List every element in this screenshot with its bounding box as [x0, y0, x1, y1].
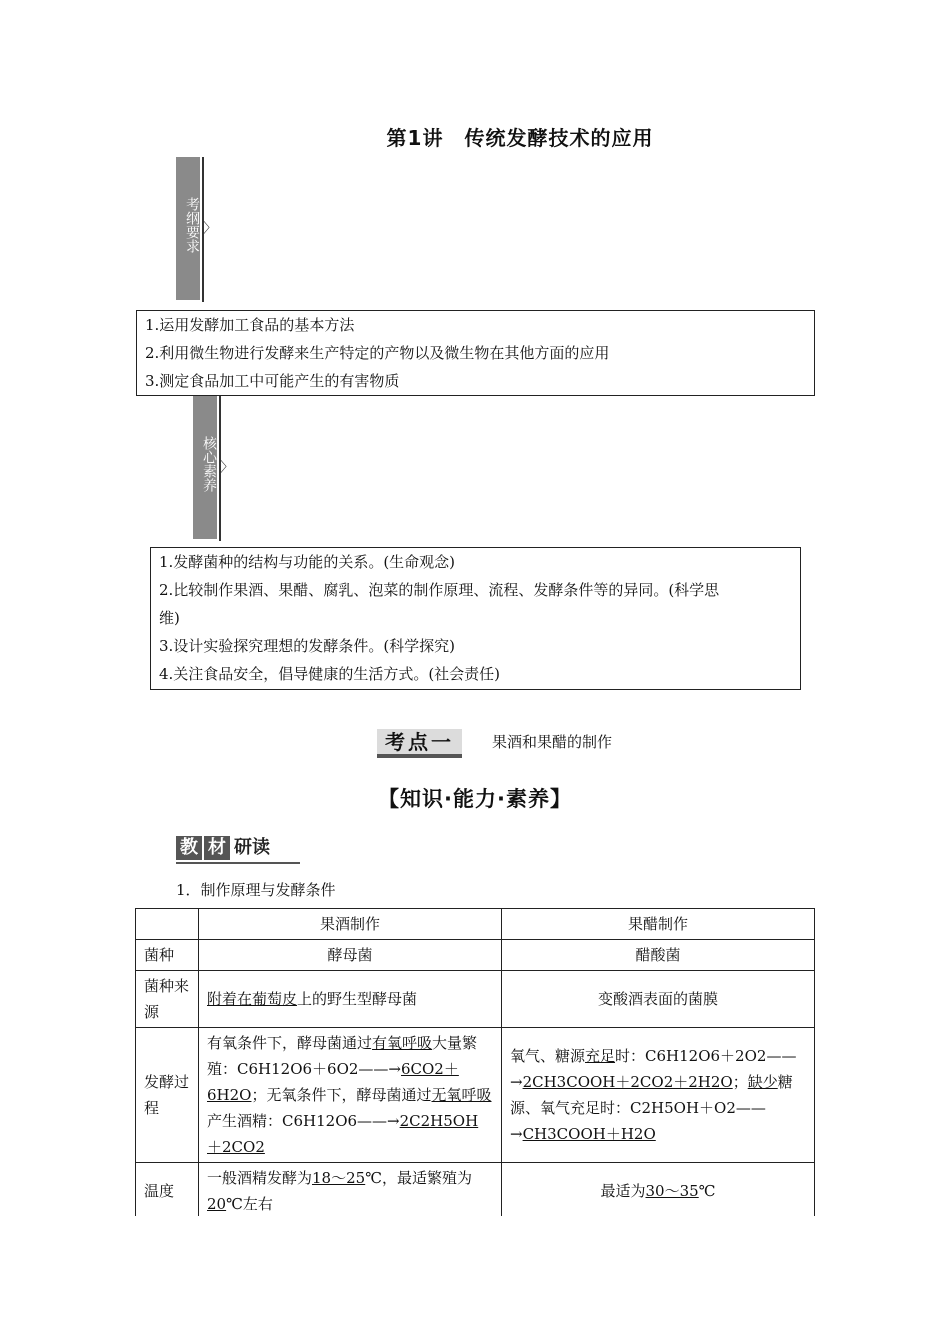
kaogang-box — [136, 310, 815, 396]
wine-process-product-1: 6CO2＋6H2O — [207, 1060, 459, 1104]
hexin-item-3: 3.设计实验探究理想的发酵条件。(科学探究) — [159, 637, 456, 655]
kaogang-tab-label: 考纲要求 — [184, 197, 200, 253]
table-header-row — [136, 909, 815, 940]
cell-wine-temp — [199, 1163, 502, 1220]
cell-wine-process — [199, 1028, 502, 1163]
jiaocai-tag-char-2: 材 — [204, 836, 230, 860]
kaogang-item-2: 2.利用微生物进行发酵来生产特定的产物以及微生物在其他方面的应用 — [145, 344, 610, 362]
vinegar-process-text: 氧气、糖源 — [510, 1047, 586, 1065]
hexin-box — [150, 547, 801, 690]
kaodian-badge: 考点一 — [377, 729, 462, 755]
cell-vinegar-source: 变酸酒表面的菌膜 — [502, 971, 815, 1028]
vinegar-temp-range: 30～35 — [645, 1182, 699, 1200]
wine-process-text: 大量繁殖：C6H12O6＋6O2——→ — [207, 1034, 478, 1078]
vinegar-temp-text: 最适为 — [600, 1182, 646, 1200]
hexin-item-1: 1.发酵菌种的结构与功能的关系。(生命观念) — [159, 553, 456, 571]
page-cutoff — [0, 1216, 950, 1344]
vinegar-process-text: 糖源、氧气充足时：C2H5OH＋O2——→ — [510, 1073, 793, 1143]
hexin-item-2: 2.比较制作果酒、果醋、腐乳、泡菜的制作原理、流程、发酵条件等的异同。(科学思 — [159, 581, 720, 599]
cell-vinegar-temp — [502, 1163, 815, 1220]
section-bracket-title: 【知识·能力·素养】 — [378, 787, 572, 811]
wine-temp-optimal: 20 — [207, 1195, 227, 1213]
table-row — [136, 971, 815, 1028]
hexin-item-2-cont: 维) — [159, 609, 180, 627]
row-label-temp: 温度 — [136, 1163, 199, 1220]
vinegar-process-lacking: 缺少 — [747, 1073, 778, 1091]
wine-temp-text: 一般酒精发酵为 — [207, 1169, 313, 1187]
cell-vinegar-strain: 醋酸菌 — [502, 940, 815, 971]
vinegar-process-product-1: 2CH3COOH＋2CO2＋2H2O — [522, 1073, 733, 1091]
hexin-tab-label: 核心素养 — [201, 436, 217, 492]
subsection-title: 1．制作原理与发酵条件 — [176, 881, 336, 899]
header-vinegar: 果醋制作 — [502, 909, 815, 940]
jiaocai-underline — [176, 862, 300, 864]
wine-process-text: 有氧条件下，酵母菌通过 — [207, 1034, 373, 1052]
wine-process-text: ；无氧条件下，酵母菌通过 — [251, 1086, 432, 1104]
wine-temp-text: ℃，最适繁殖为 — [365, 1169, 472, 1187]
wine-process-text: 产生酒精：C6H12O6——→ — [207, 1112, 400, 1130]
wine-process-product-2: 2C2H5OH＋2CO2 — [207, 1112, 479, 1156]
table-row — [136, 940, 815, 971]
hexin-tab — [193, 396, 217, 539]
kaodian-title: 果酒和果醋的制作 — [492, 733, 613, 751]
vinegar-process-text: ； — [732, 1073, 748, 1091]
row-label-strain: 菌种 — [136, 940, 199, 971]
kaogang-tab — [176, 157, 200, 300]
vinegar-process-sufficient: 充足 — [585, 1047, 616, 1065]
table-row — [136, 1163, 815, 1220]
lesson-title: 第1讲 传统发酵技术的应用 — [386, 126, 654, 150]
row-label-process: 发酵过程 — [136, 1028, 199, 1163]
vinegar-process-text: 时：C6H12O6＋2O2——→ — [510, 1047, 797, 1091]
jiaocai-tag — [176, 836, 272, 860]
header-wine: 果酒制作 — [199, 909, 502, 940]
hexin-item-4: 4.关注食品安全，倡导健康的生活方式。(社会责任) — [159, 665, 501, 683]
wine-temp-range: 18～25 — [312, 1169, 366, 1187]
chevron-right-icon: 〉 — [203, 221, 217, 237]
fermentation-table — [135, 908, 815, 1251]
chevron-right-icon: 〉 — [220, 460, 234, 476]
wine-source-rest: 上的野生型酵母菌 — [297, 990, 418, 1008]
wine-process-anaerobic: 无氧呼吸 — [431, 1086, 492, 1104]
row-label-source: 菌种来源 — [136, 971, 199, 1028]
cell-vinegar-process — [502, 1028, 815, 1163]
cell-wine-source — [199, 971, 502, 1028]
vinegar-process-product-2: CH3COOH＋H2O — [522, 1125, 656, 1143]
table-row — [136, 1028, 815, 1163]
kaogang-item-3: 3.测定食品加工中可能产生的有害物质 — [145, 372, 400, 390]
cell-wine-strain: 酵母菌 — [199, 940, 502, 971]
wine-source-underlined: 附着在葡萄皮 — [207, 990, 298, 1008]
wine-process-aerobic: 有氧呼吸 — [372, 1034, 433, 1052]
header-empty — [136, 909, 199, 940]
wine-temp-text: ℃左右 — [226, 1195, 273, 1213]
kaogang-item-1: 1.运用发酵加工食品的基本方法 — [145, 316, 355, 334]
vinegar-temp-text: ℃ — [698, 1182, 716, 1200]
jiaocai-tag-char-1: 教 — [176, 836, 202, 860]
jiaocai-tag-rest: 研读 — [234, 837, 270, 858]
